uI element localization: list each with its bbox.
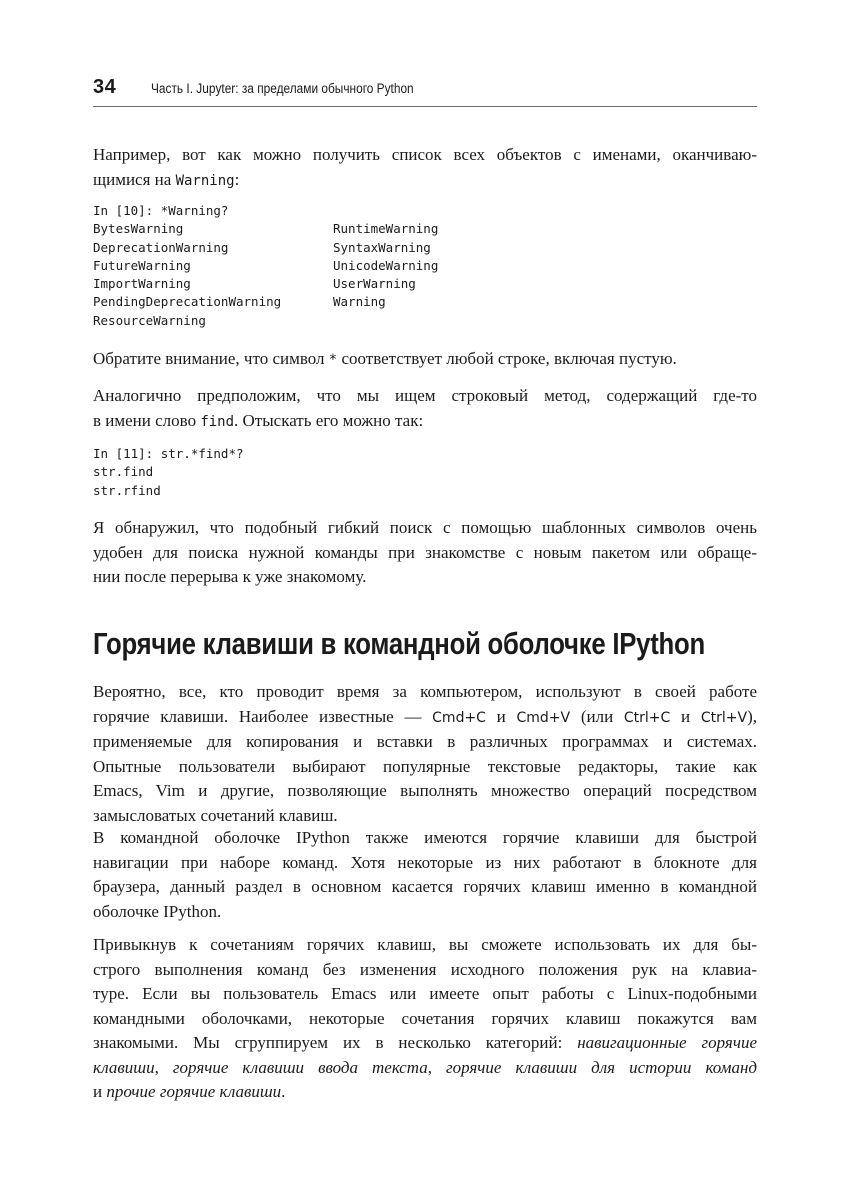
text-span: : [234,169,240,189]
inline-code: * [328,352,338,368]
text-line: Emacs, Vim и другие, позволяющие выполнять множество операций посредством [93,781,757,800]
code-output-line [93,275,438,293]
text-line: Например, вот как можно получить список всех объектов с именами, оканчиваю- [93,145,757,164]
text-line: замысловатых сочетаний клавиш. [93,805,338,825]
code-output-line [93,293,438,311]
text-line: строго выполнения команд без изменения исходного положения рук на клавиа- [93,959,757,979]
text-span: Обратите внимание, что символ [93,349,329,368]
paragraph-warning-intro [93,143,757,193]
code-output-line [93,239,438,257]
text-span: знакомыми. Мы сгруппируем их в несколько категорий: [93,1033,578,1052]
running-head [93,76,757,107]
paragraph-wildcard-search [93,516,757,590]
text-span: . Отыскать его можно так: [234,410,424,430]
code-output-item: UserWarning [333,276,416,292]
text-line: удобен для поиска нужной команды при знакомстве с новым пакетом или обраще- [93,542,757,562]
text-line [93,1031,757,1056]
text-span: соответствует любой строке, включая пустую. [337,349,677,368]
text-span: и [485,706,517,726]
key-combo: Ctrl+V [700,709,748,726]
code-prompt-line: In [11]: str.*find*? [93,446,244,461]
code-output-item: ImportWarning [93,276,191,292]
code-output-line [93,220,438,238]
emphasis: горячие клавиши ввода текста [172,1057,428,1077]
text-line: В командной оболочке IPython также имеются горячие клавиши для быстрой [93,828,757,847]
emphasis: прочие горячие клавиши [106,1082,282,1101]
code-prompt-line: In [10]: *Warning? [93,203,229,218]
emphasis: клавиши [93,1057,155,1077]
code-block-find [93,445,244,500]
text-span: и [670,706,701,726]
paragraph-find-method [93,384,757,434]
text-line: Опытные пользователи выбирают популярные текстовые редакторы, такие как [93,756,757,776]
text-span: ), [747,706,757,726]
text-span: , [154,1057,173,1077]
text-line [93,409,757,435]
text-line: командными оболочками, некоторые сочетания горячих клавиш покажутся вам [93,1008,757,1028]
emphasis: навигационные горячие [577,1033,757,1052]
text-span: . [281,1082,286,1101]
text-span: щимися на [93,169,176,189]
text-line: Аналогично предположим, что мы ищем строковый метод, содержащий где-то [93,386,757,405]
paragraph-hotkeys-intro [93,680,757,828]
text-line [93,705,757,731]
code-output-item: UnicodeWarning [333,257,439,273]
code-output-item: SyntaxWarning [333,239,431,255]
paragraph-ipython-hotkeys [93,826,757,924]
inline-code: Warning [175,172,235,189]
code-output-item: RuntimeWarning [333,221,439,237]
text-line: оболочке IPython. [93,901,222,921]
text-line [93,168,757,194]
section-heading: Горячие клавиши в командной оболочке IPython [93,626,705,661]
key-combo: Cmd+C [432,709,486,726]
text-line [93,1080,757,1105]
text-line: навигации при наборе команд. Хотя некоторые из них работают в блокноте для [93,852,757,872]
page-number: 34 [93,76,117,98]
key-combo: Cmd+V [516,709,571,726]
code-output-item: ResourceWarning [93,312,206,328]
text-line: браузера, данный раздел в основном касается горячих клавиш именно в командной [93,877,757,896]
running-title: Часть I. Jupyter: за пределами обычного Python [151,81,414,96]
text-span: (или [570,706,624,726]
code-block-warning [93,202,438,330]
inline-code: find [200,413,235,430]
text-span: , [427,1057,446,1077]
text-span: горячие клавиши. Наиболее известные — [93,706,433,726]
emphasis: горячие клавиши для истории команд [446,1057,758,1077]
code-output-item: BytesWarning [93,221,184,237]
text-line: Привыкнув к сочетаниям горячих клавиш, вы сможете использовать их для бы- [93,935,757,954]
text-span: в имени слово [93,410,201,430]
code-output-item: FutureWarning [93,257,191,273]
code-output-line: str.rfind [93,482,161,498]
code-output-line [93,257,438,275]
text-span: и [93,1082,107,1101]
text-line [93,347,757,373]
code-output-line [93,312,438,330]
key-combo: Ctrl+C [623,709,671,726]
text-line: нии после перерыва к уже знакомому. [93,567,367,586]
text-line [93,1056,757,1081]
code-output-item: PendingDeprecationWarning [93,294,282,310]
text-line: Вероятно, все, кто проводит время за компьютером, используют в своей работе [93,682,757,701]
paragraph-hotkey-categories [93,933,757,1105]
text-line: Я обнаружил, что подобный гибкий поиск с помощью шаблонных символов очень [93,518,757,537]
code-output-item: Warning [333,294,386,310]
code-output-item: DeprecationWarning [93,239,229,255]
text-line: применяемые для копирования и вставки в различных программах и системах. [93,732,757,751]
text-line: туре. Если вы пользователь Emacs или имеете опыт работы с Linux-подобными [93,984,757,1003]
code-output-line: str.find [93,464,154,480]
paragraph-wildcard-note [93,347,757,373]
